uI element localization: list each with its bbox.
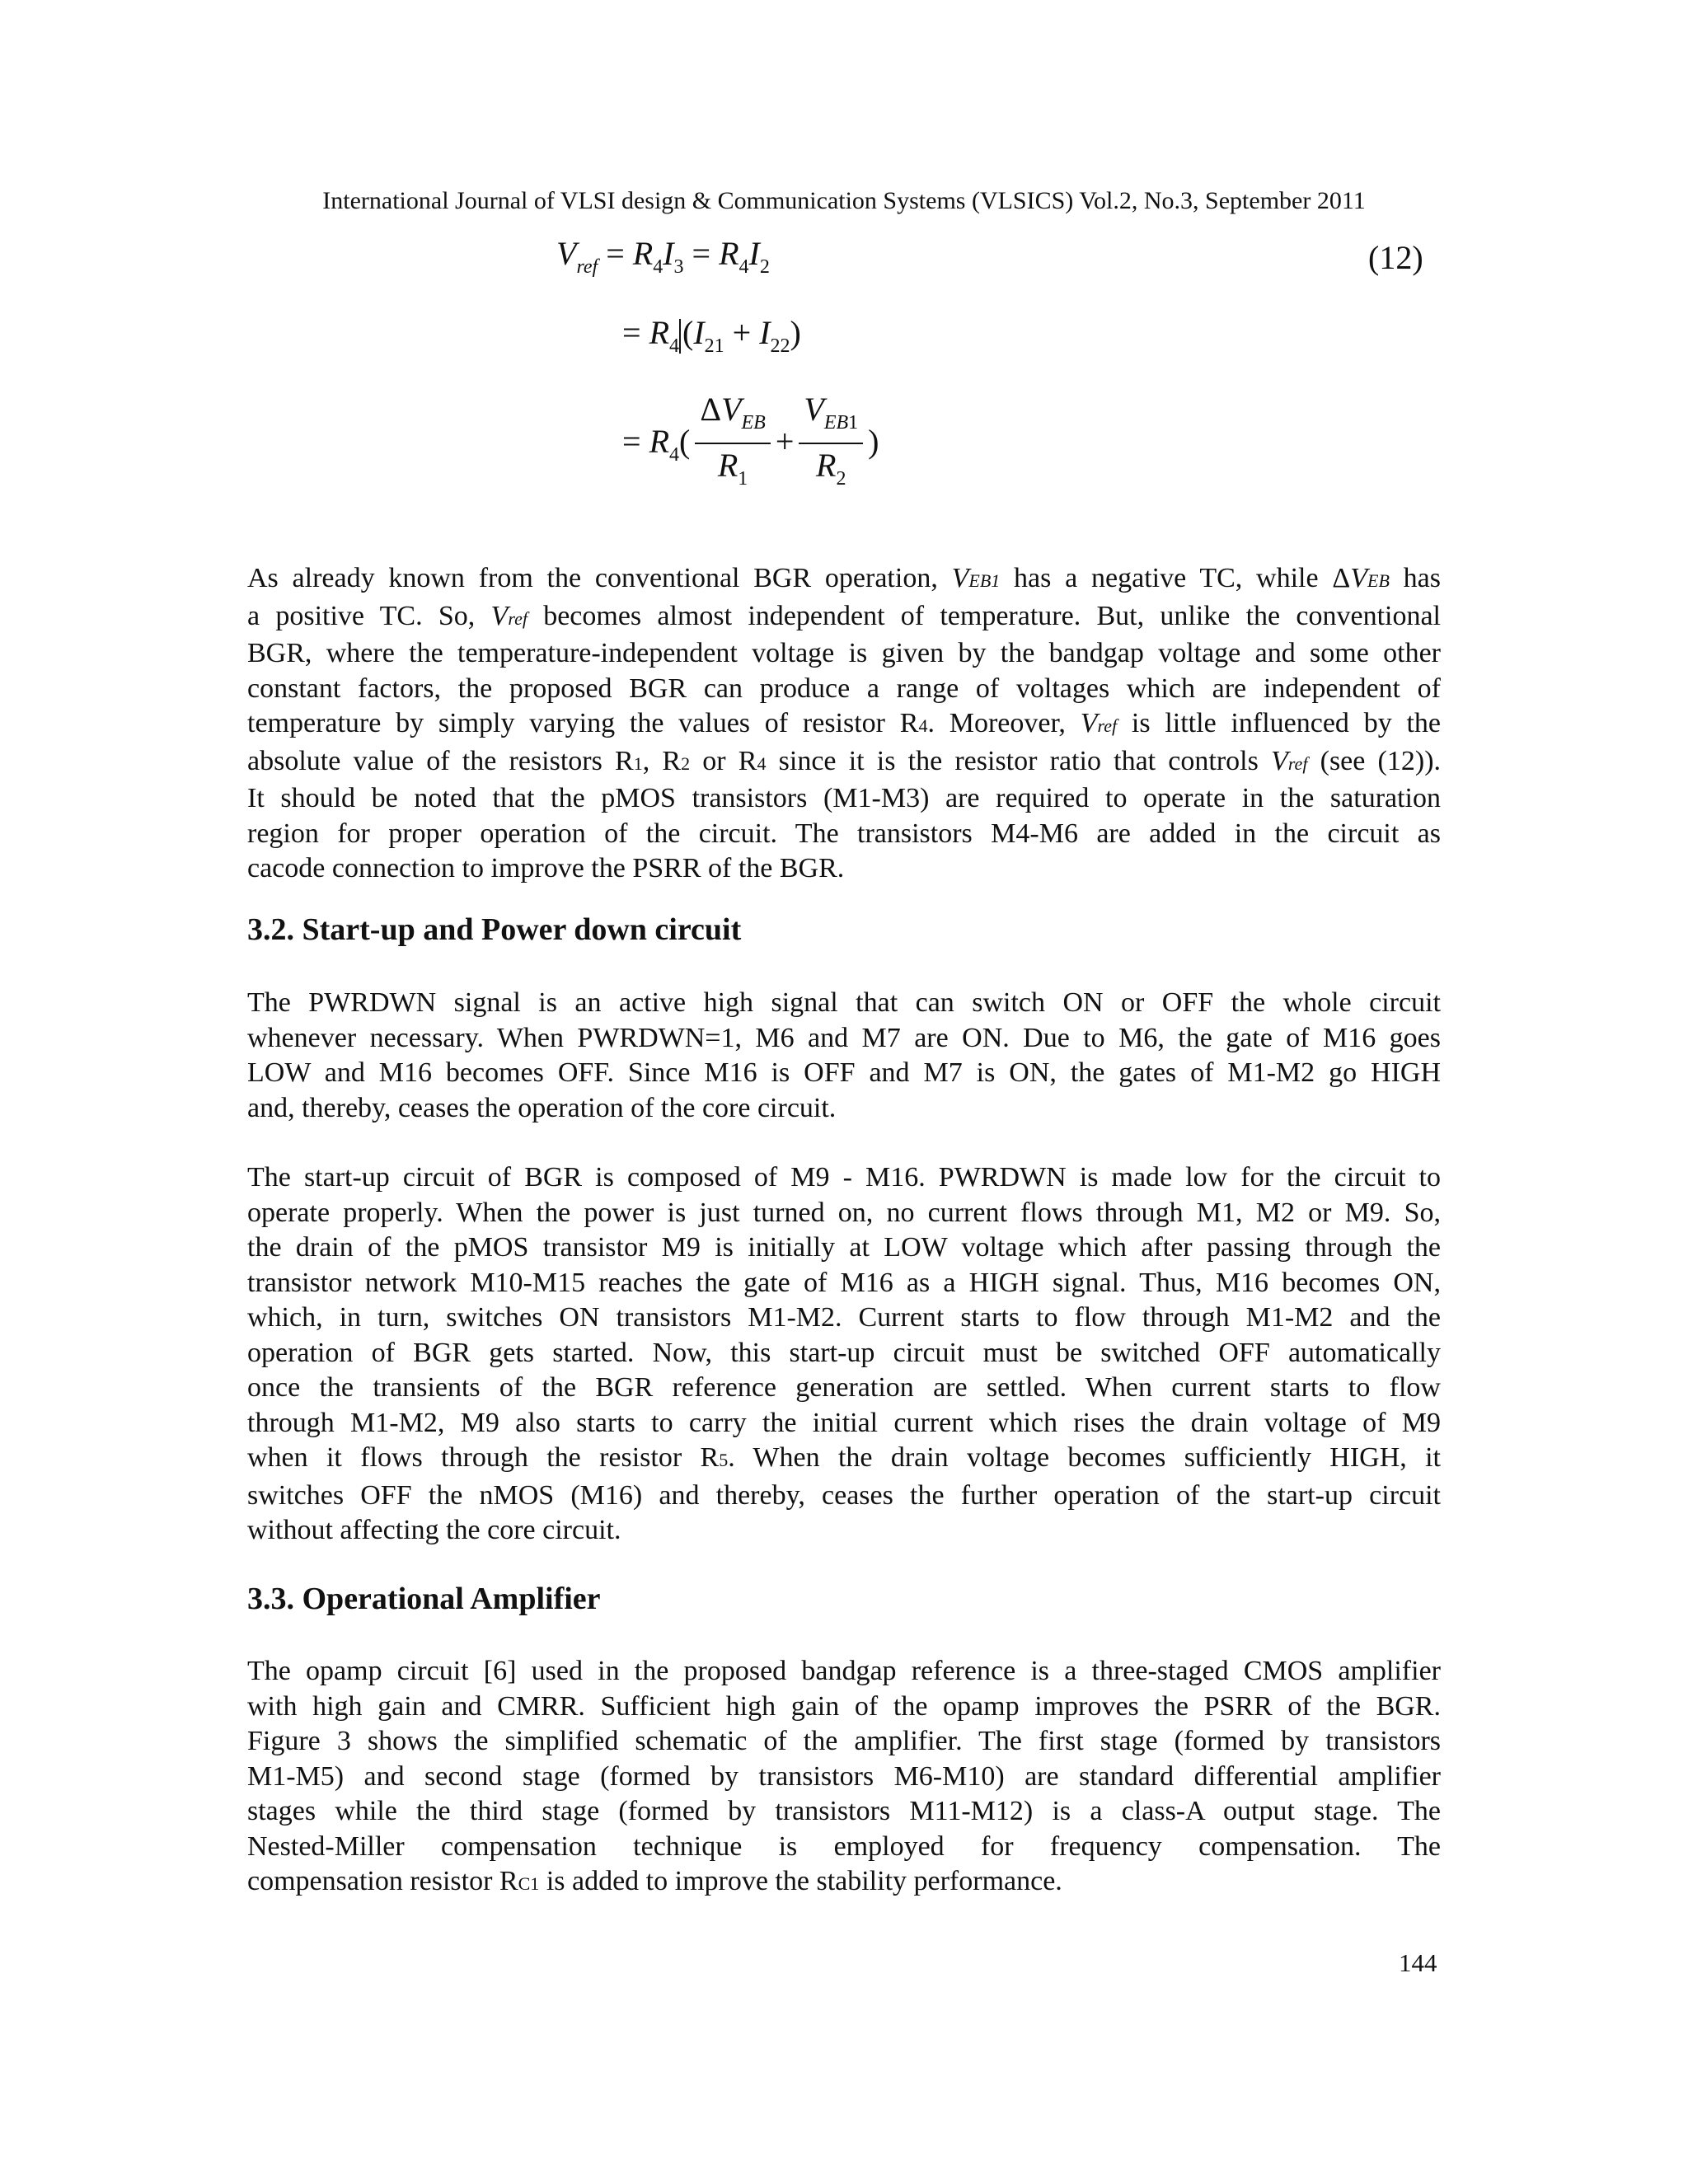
text-line: BGR, where the temperature-independent voltage is given by the bandgap voltage and some other [247, 638, 1441, 668]
text-line: when it flows through the resistor R5. When the drain voltage becomes sufficiently HIGH, it [247, 1442, 1442, 1473]
equation-line-2: = $R_4$ $(I_{21} + I_{22})$ [622, 314, 801, 357]
text-line: once the transients of the BGR reference generation are settled. When current starts to flow [247, 1372, 1441, 1403]
section-heading-3-2: 3.2. Start-up and Power down circuit [247, 912, 742, 947]
running-header: International Journal of VLSI design & Communication Systems (VLSICS) Vol.2, No.3, September 2011 [322, 187, 1366, 214]
text-line: stages while the third stage (formed by transistors M11-M12) is a class-A output stage. The [247, 1796, 1441, 1826]
text-line: which, in turn, switches ON transistors M1-M2. Current starts to flow through M1-M2 and the [247, 1302, 1441, 1333]
text-line: temperature by simply varying the values of resistor R4. Moreover, Vref is little influenced by the [247, 708, 1441, 738]
text-line: region for proper operation of the circuit. The transistors M4-M6 are added in the circuit as [247, 818, 1441, 849]
text-line: operation of BGR gets started. Now, this start-up circuit must be switched OFF automatically [247, 1337, 1441, 1368]
text-line: without affecting the core circuit. [247, 1515, 621, 1545]
text-line: and, thereby, ceases the operation of the core circuit. [247, 1092, 837, 1123]
text-line: the drain of the pMOS transistor M9 is initially at LOW voltage which after passing through the [247, 1232, 1441, 1263]
text-line: The start-up circuit of BGR is composed of M9 - M16. PWRDWN is made low for the circuit to [247, 1162, 1441, 1193]
text-line: The opamp circuit [6] used in the proposed bandgap reference is a three-staged CMOS amplifier [247, 1656, 1441, 1686]
section-heading-3-3: 3.3. Operational Amplifier [247, 1582, 601, 1616]
text-line: Nested-Miller compensation technique is employed for frequency compensation. The [247, 1830, 1441, 1862]
text-line: whenever necessary. When PWRDWN=1, M6 and M7 are ON. Due to M6, the gate of M16 goes [247, 1022, 1441, 1053]
equation-line-3: = $R_4$( $\frac{\Delta V_{EB}}{R_1}$ + $\frac{V_{EB1}}{R_2}$ ) [622, 391, 879, 490]
text-line: transistor network M10-M15 reaches the gate of M16 as a HIGH signal. Thus, M16 becomes ON, [247, 1267, 1441, 1298]
text-line: LOW and M16 becomes OFF. Since M16 is OFF and M7 is ON, the gates of M1-M2 go HIGH [247, 1057, 1441, 1088]
text-line: a positive TC. So, Vref becomes almost independent of temperature. But, unlike the conventional [247, 600, 1442, 631]
text-line: compensation resistor RC1 is added to improve the stability performance. [247, 1866, 1062, 1896]
text-line: absolute value of the resistors R1, R2 or R4 since it is the resistor ratio that controls Vref (see (12)). [247, 745, 1442, 776]
text-line: through M1-M2, M9 also starts to carry the initial current which rises the drain voltage of M9 [247, 1407, 1441, 1438]
paragraph-pwrdwn [247, 986, 1441, 1126]
paragraph-startup [247, 1160, 1441, 1549]
text-line: Figure 3 shows the simplified schematic of the amplifier. The first stage (formed by transistors [247, 1726, 1441, 1756]
text-line: The PWRDWN signal is an active high signal that can switch ON or OFF the whole circuit [247, 987, 1441, 1018]
text-line: operate properly. When the power is just turned on, no current flows through M1, M2 or M9. So, [247, 1197, 1441, 1228]
equation-number: (12) [1368, 239, 1423, 276]
paragraph-opamp [247, 1654, 1441, 1902]
text-line: It should be noted that the pMOS transistors (M1-M3) are required to operate in the saturation [247, 783, 1441, 813]
equation-12 [556, 233, 985, 497]
page-number: 144 [1399, 1948, 1437, 1977]
text-line: cacode connection to improve the PSRR of the BGR. [247, 853, 845, 883]
text-line: constant factors, the proposed BGR can produce a range of voltages which are independent of [247, 673, 1441, 704]
text-line: As already known from the conventional BGR operation, VEB1 has a negative TC, while ΔVEB has [247, 563, 1442, 593]
paragraph-vref-discussion [247, 561, 1441, 887]
text-line: with high gain and CMRR. Sufficient high gain of the opamp improves the PSRR of the BGR. [247, 1690, 1441, 1722]
equation-line-1: $V_{ref} = R_4I_3 = R_4I_2$ [556, 235, 770, 278]
text-line: M1-M5) and second stage (formed by transistors M6-M10) are standard differential amplifier [247, 1760, 1441, 1792]
text-line: switches OFF the nMOS (M16) and thereby, ceases the further operation of the start-up circuit [247, 1479, 1441, 1511]
